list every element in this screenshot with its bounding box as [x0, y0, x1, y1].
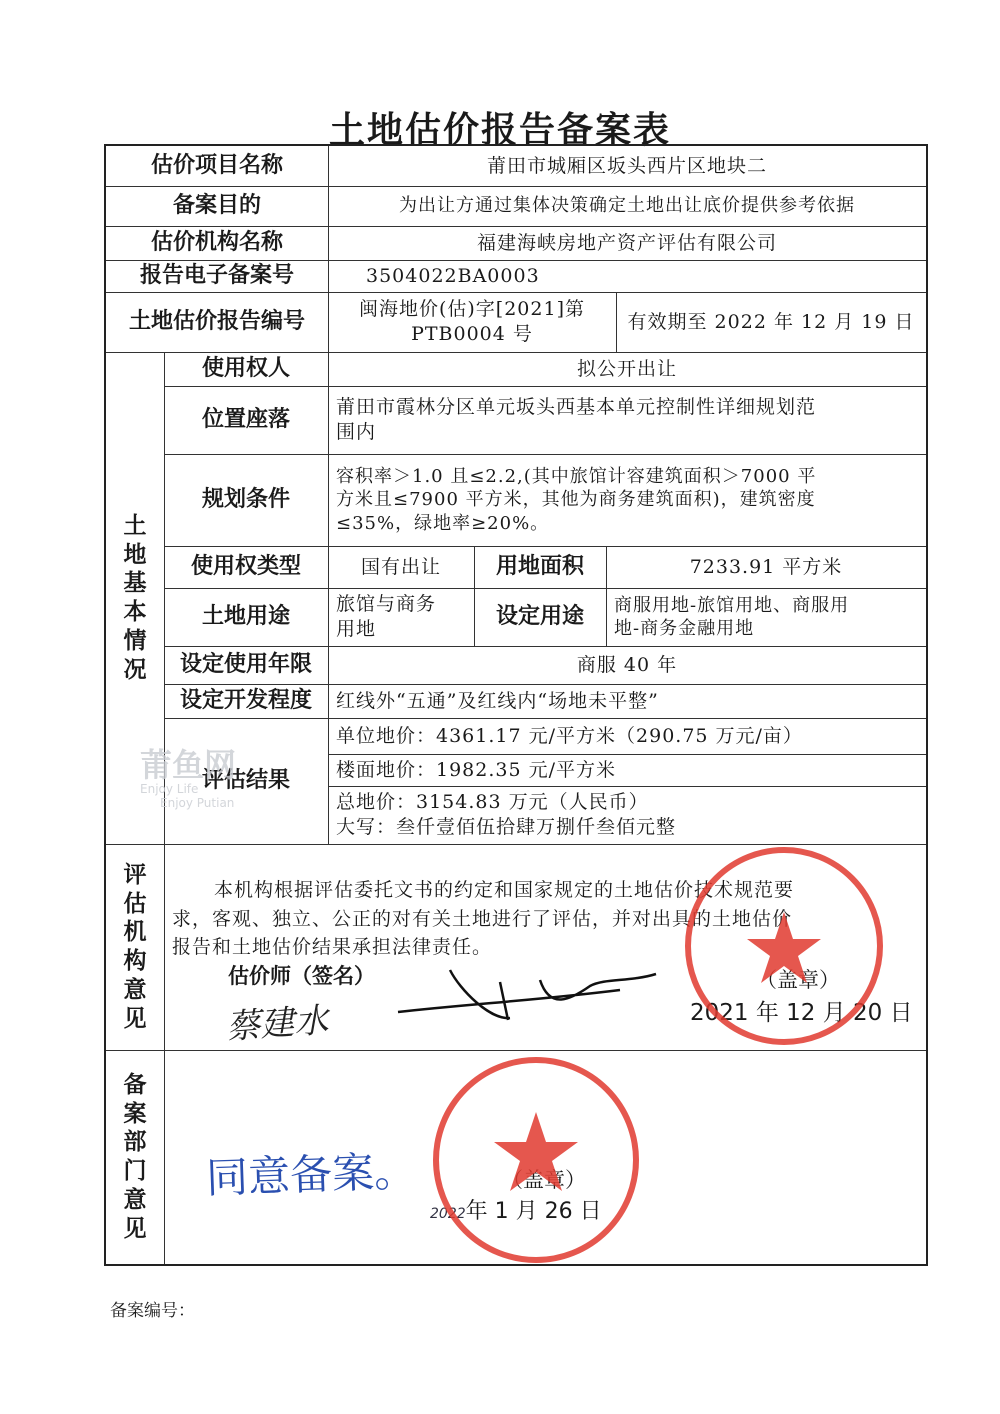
set-use-label: 设定用途: [495, 603, 584, 629]
location-line2: 围内: [336, 421, 377, 443]
land-use-label: 土地用途: [201, 603, 290, 629]
watermark: 莆鱼网 Enjoy Life Enjoy Putian: [140, 746, 237, 810]
report-no-label: 土地估价报告编号: [128, 308, 305, 334]
e-record-value: 3504022BA0003: [366, 264, 540, 287]
filing-seal-label: （盖章）: [502, 1168, 586, 1192]
filing-section-label: 备 案 部 门 意 见: [123, 1071, 147, 1242]
form-title: 土地估价报告备案表: [328, 110, 671, 151]
project-name-label: 估价项目名称: [150, 152, 283, 178]
opinion-section-label: 评 估 机 构 意 见: [123, 861, 147, 1032]
term-value: 商服 40 年: [576, 653, 678, 676]
capital-price: 大写：叁仟壹佰伍拾肆万捌仟叁佰元整: [336, 816, 677, 838]
agency-value: 福建海峡房地产资产评估有限公司: [476, 231, 777, 254]
planning-line2: 方米且≤7900 平方米，其他为商务建筑面积)，建筑密度: [336, 489, 816, 511]
e-record-label: 报告电子备案号: [139, 262, 294, 288]
set-use-line2: 地-商务金融用地: [614, 618, 755, 639]
validity-value: 有效期至 2022 年 12 月 19 日: [627, 310, 915, 333]
right-type-value: 国有出让: [360, 555, 441, 578]
planning-label: 规划条件: [201, 486, 290, 512]
unit-price: 单位地价：4361.17 元/平方米（290.75 万元/亩）: [336, 724, 803, 747]
set-use-line1: 商服用地-旅馆用地、商服用: [614, 594, 850, 616]
appraiser-label: 估价师（签名）: [228, 964, 375, 988]
appraiser-signature: 蔡建水: [224, 1000, 330, 1048]
land-use-line1: 旅馆与商务: [336, 593, 437, 616]
dev-level-label: 设定开发程度: [179, 687, 312, 713]
purpose-value: 为出让方通过集体决策确定土地出让底价提供参考依据: [399, 195, 855, 217]
filing-seal-stamp: [426, 1050, 646, 1270]
right-type-label: 使用权类型: [190, 553, 301, 579]
planning-line3: ≤35%，绿地率≥20%。: [336, 512, 550, 534]
report-no-line1: 闽海地价(估)字[2021]第: [358, 298, 585, 321]
location-line1: 莆田市霞林分区单元坂头西基本单元控制性详细规划范: [336, 396, 817, 419]
dev-level-value: 红线外“五通”及红线内“场地未平整”: [336, 689, 659, 712]
filing-number-label: 备案编号：: [110, 1301, 195, 1321]
filing-date: 2022年 1 月 26 日: [430, 1199, 602, 1224]
signature-scribble: [390, 960, 670, 1030]
area-value: 7233.91 平方米: [689, 555, 843, 578]
land-use-line2: 用地: [336, 618, 377, 640]
agency-seal-label: （盖章）: [756, 968, 840, 992]
planning-line1: 容积率＞1.0 且≤2.2,(其中旅馆计容建筑面积＞7000 平: [336, 465, 817, 487]
purpose-label: 备案目的: [172, 192, 261, 218]
opinion-text: 本机构根据评估委托文书的约定和国家规定的土地估价技术规范要 求，客观、独立、公正的对有关土地进行了评估，并对出具的土地估价 报告和土地估价结果承担法律责任。: [172, 879, 795, 958]
area-label: 用地面积: [495, 553, 584, 579]
land-section-label: 土 地 基 本 情 况: [123, 512, 147, 683]
total-price: 总地价：3154.83 万元（人民币）: [336, 791, 649, 814]
report-no-line2: PTB0004 号: [411, 323, 533, 345]
user-value: 拟公开出让: [576, 357, 677, 380]
approval-handwriting: 同意备案。: [205, 1146, 417, 1203]
term-label: 设定使用年限: [179, 651, 312, 677]
user-label: 使用权人: [201, 355, 290, 381]
agency-label: 估价机构名称: [150, 229, 283, 255]
project-name-value: 莆田市城厢区坂头西片区地块二: [486, 154, 767, 177]
floor-price: 楼面地价：1982.35 元/平方米: [336, 758, 617, 781]
agency-date: 2021 年 12 月 20 日: [690, 1000, 913, 1026]
agency-seal-stamp: [678, 840, 890, 1052]
location-label: 位置座落: [201, 406, 290, 432]
result-label: 评估结果: [201, 767, 290, 793]
